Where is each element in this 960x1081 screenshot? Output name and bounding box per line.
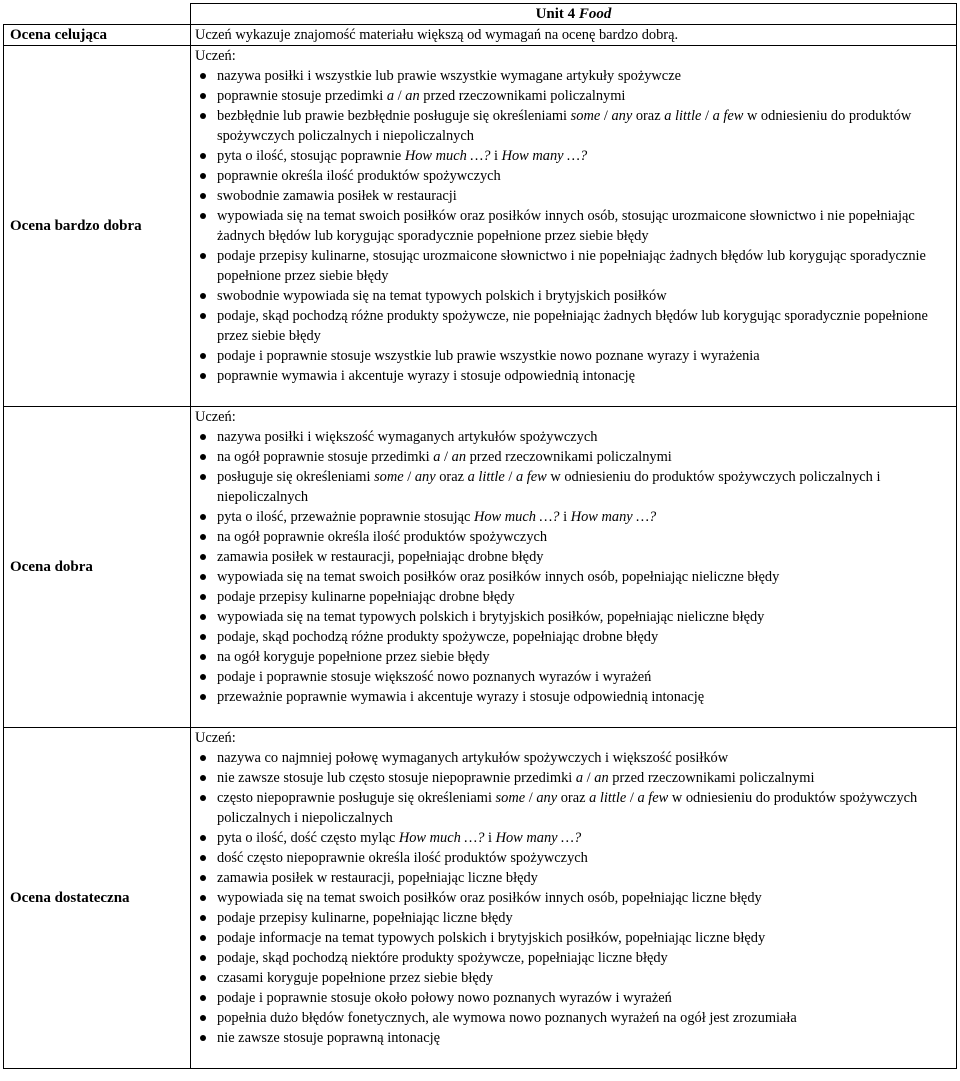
criteria-text: pyta o ilość, stosując poprawnie — [217, 148, 405, 164]
criteria-term: a little — [467, 469, 505, 485]
criteria-text: / — [504, 469, 516, 485]
criteria-item — [217, 66, 952, 86]
criteria-item — [217, 146, 952, 166]
unit-topic: Food — [578, 6, 612, 22]
criteria-item — [217, 788, 952, 828]
criteria-item — [217, 447, 952, 467]
criteria-text: / — [394, 88, 406, 104]
criteria-item — [217, 306, 952, 346]
criteria-item — [217, 828, 952, 848]
criteria-term: How many …? — [570, 509, 657, 525]
criteria-term: a few — [712, 108, 744, 124]
criteria-text: często niepoprawnie posługuje się określeniami — [217, 790, 496, 806]
criteria-item — [217, 467, 952, 507]
grade-label: Ocena dostateczna — [4, 728, 191, 1069]
criteria-text: / — [403, 469, 415, 485]
criteria-term: an — [405, 88, 420, 104]
criteria-term: a little — [664, 108, 702, 124]
criteria-item — [217, 246, 952, 286]
criteria-cell — [191, 46, 957, 407]
criteria-text: podaje informacje na temat typowych polskich i brytyjskich posiłków, popełniając liczne błędy — [217, 930, 766, 946]
criteria-item — [217, 888, 952, 908]
criteria-text: / — [701, 108, 713, 124]
criteria-text: oraz — [557, 790, 590, 806]
grade-row-dobra — [4, 407, 957, 728]
grade-label: Ocena celująca — [4, 25, 191, 46]
criteria-text: podaje przepisy kulinarne popełniając drobne błędy — [217, 589, 515, 605]
criteria-item — [217, 86, 952, 106]
criteria-text: nazywa co najmniej połowę wymaganych artykułów spożywczych i większość posiłków — [217, 750, 729, 766]
criteria-item — [217, 366, 952, 386]
criteria-text: podaje, skąd pochodzą różne produkty spożywcze, popełniając drobne błędy — [217, 629, 659, 645]
criteria-item — [217, 527, 952, 547]
criteria-text: i — [490, 148, 502, 164]
criteria-term: a — [386, 88, 395, 104]
criteria-text: pyta o ilość, dość często myląc — [217, 830, 399, 846]
criteria-text: swobodnie zamawia posiłek w restauracji — [217, 188, 457, 204]
criteria-text: wypowiada się na temat swoich posiłków oraz posiłków innych osób, popełniając nieliczne błędy — [217, 569, 780, 585]
criteria-text: w odniesieniu do produktów spożywczych policzalnych i niepoliczalnych — [217, 469, 881, 505]
criteria-item — [217, 667, 952, 687]
grade-label: Ocena bardzo dobra — [4, 46, 191, 407]
criteria-item — [217, 928, 952, 948]
criteria-text: przeważnie poprawnie wymawia i akcentuje wyrazy i stosuje odpowiednią intonację — [217, 689, 705, 705]
criteria-item — [217, 968, 952, 988]
criteria-item — [217, 166, 952, 186]
criteria-item — [217, 768, 952, 788]
criteria-text: nazywa posiłki i większość wymaganych artykułów spożywczych — [217, 429, 598, 445]
criteria-item — [217, 186, 952, 206]
criteria-text: / — [525, 790, 537, 806]
criteria-text: wypowiada się na temat swoich posiłków oraz posiłków innych osób, stosując urozmaicone słownictwo i nie popełniając żadnych błędów lub korygując sporadycznie popełnione przez siebie błędy — [217, 208, 915, 244]
criteria-text: i — [484, 830, 496, 846]
grade-row-celujaca — [4, 25, 957, 46]
criteria-text: zamawia posiłek w restauracji, popełniając liczne błędy — [217, 870, 538, 886]
criteria-text: podaje, skąd pochodzą niektóre produkty spożywcze, popełniając liczne błędy — [217, 950, 668, 966]
criteria-text: w odniesieniu do produktów spożywczych policzalnych i niepoliczalnych — [217, 790, 918, 826]
criteria-text: przed rzeczownikami policzalnymi — [466, 449, 672, 465]
criteria-text: bezbłędnie lub prawie bezbłędnie posługuje się określeniami — [217, 108, 571, 124]
title-spacer-cell — [4, 4, 191, 25]
criteria-item — [217, 647, 952, 667]
criteria-intro: Uczeń: — [195, 409, 236, 425]
criteria-text: na ogół poprawnie stosuje przedimki — [217, 449, 434, 465]
criteria-text: przed rzeczownikami policzalnymi — [419, 88, 626, 104]
criteria-item — [217, 848, 952, 868]
criteria-item — [217, 1008, 952, 1028]
criteria-list — [195, 66, 952, 386]
criteria-item — [217, 1028, 952, 1048]
criteria-term: How much …? — [473, 509, 560, 525]
criteria-text: oraz — [435, 469, 468, 485]
criteria-text: czasami koryguje popełnione przez siebie błędy — [217, 970, 494, 986]
criteria-text: podaje i poprawnie stosuje wszystkie lub prawie wszystkie nowo poznane wyrazy i wyrażenia — [217, 348, 760, 364]
criteria-item — [217, 908, 952, 928]
criteria-term: some — [374, 469, 404, 485]
criteria-intro: Uczeń wykazuje znajomość materiału większą od wymagań na ocenę bardzo dobrą. — [195, 27, 679, 43]
criteria-text: podaje, skąd pochodzą różne produkty spożywcze, nie popełniając żadnych błędów lub korygując sporadycznie popełnione przez siebie błędy — [217, 308, 928, 344]
criteria-text: podaje przepisy kulinarne, popełniając liczne błędy — [217, 910, 513, 926]
criteria-term: a — [433, 449, 441, 465]
criteria-list — [195, 427, 952, 707]
criteria-item — [217, 567, 952, 587]
criteria-text: poprawnie stosuje przedimki — [217, 88, 387, 104]
criteria-text: przed rzeczownikami policzalnymi — [608, 770, 815, 786]
criteria-text: poprawnie wymawia i akcentuje wyrazy i stosuje odpowiednią intonację — [217, 368, 635, 384]
criteria-term: an — [451, 449, 467, 465]
criteria-text: i — [559, 509, 571, 525]
criteria-text: na ogół koryguje popełnione przez siebie błędy — [217, 649, 490, 665]
title-row — [4, 4, 957, 25]
criteria-term: any — [536, 790, 558, 806]
criteria-term: a few — [637, 790, 669, 806]
criteria-list — [195, 748, 952, 1048]
criteria-intro: Uczeń: — [195, 48, 236, 64]
criteria-item — [217, 206, 952, 246]
criteria-term: some — [570, 108, 601, 124]
criteria-term: How much …? — [398, 830, 485, 846]
criteria-item — [217, 988, 952, 1008]
criteria-item — [217, 587, 952, 607]
criteria-item — [217, 507, 952, 527]
criteria-text: nazywa posiłki i wszystkie lub prawie wszystkie wymagane artykuły spożywcze — [217, 68, 681, 84]
criteria-item — [217, 427, 952, 447]
criteria-item — [217, 607, 952, 627]
criteria-text: podaje i poprawnie stosuje większość nowo poznanych wyrazów i wyrażeń — [217, 669, 652, 685]
criteria-text: podaje przepisy kulinarne, stosując urozmaicone słownictwo i nie popełniając żadnych błędów lub korygując sporadycznie popełnione przez siebie błędy — [217, 248, 926, 284]
criteria-item — [217, 748, 952, 768]
criteria-text: poprawnie określa ilość produktów spożywczych — [217, 168, 501, 184]
criteria-item — [217, 868, 952, 888]
criteria-term: some — [495, 790, 526, 806]
criteria-term: any — [414, 469, 436, 485]
criteria-item — [217, 547, 952, 567]
criteria-item — [217, 286, 952, 306]
criteria-item — [217, 106, 952, 146]
criteria-term: an — [594, 770, 609, 786]
criteria-text: posługuje się określeniami — [217, 469, 375, 485]
criteria-text: / — [583, 770, 595, 786]
criteria-term: a — [575, 770, 584, 786]
grade-row-dostateczna — [4, 728, 957, 1069]
criteria-item — [217, 627, 952, 647]
criteria-text: na ogół poprawnie określa ilość produktów spożywczych — [217, 529, 548, 545]
unit-number: Unit 4 — [535, 6, 576, 22]
unit-title — [191, 4, 957, 25]
criteria-term: any — [611, 108, 633, 124]
criteria-text: / — [626, 790, 638, 806]
criteria-text: wypowiada się na temat swoich posiłków oraz posiłków innych osób, popełniając liczne błędy — [217, 890, 762, 906]
criteria-text: dość często niepoprawnie określa ilość produktów spożywczych — [217, 850, 588, 866]
criteria-text: pyta o ilość, przeważnie poprawnie stosując — [217, 509, 474, 525]
criteria-text: w odniesieniu do produktów spożywczych policzalnych i niepoliczalnych — [217, 108, 912, 144]
criteria-text: swobodnie wypowiada się na temat typowych polskich i brytyjskich posiłków — [217, 288, 667, 304]
criteria-text: nie zawsze stosuje lub często stosuje niepoprawnie przedimki — [217, 770, 576, 786]
criteria-text: zamawia posiłek w restauracji, popełniając drobne błędy — [217, 549, 544, 565]
criteria-item — [217, 346, 952, 366]
criteria-item — [217, 948, 952, 968]
criteria-text: popełnia dużo błędów fonetycznych, ale wymowa nowo poznanych wyrażeń na ogół jest zrozumiała — [217, 1010, 797, 1026]
criteria-text: wypowiada się na temat typowych polskich i brytyjskich posiłków, popełniając nieliczne błędy — [217, 609, 765, 625]
criteria-text: / — [600, 108, 612, 124]
grading-table — [3, 3, 957, 1069]
criteria-term: How much …? — [404, 148, 491, 164]
criteria-term: How many …? — [501, 148, 588, 164]
criteria-cell — [191, 728, 957, 1069]
criteria-text: / — [440, 449, 452, 465]
criteria-term: How many …? — [495, 830, 582, 846]
criteria-text: podaje i poprawnie stosuje około połowy nowo poznanych wyrazów i wyrażeń — [217, 990, 672, 1006]
criteria-cell — [191, 407, 957, 728]
grade-row-bardzo-dobra — [4, 46, 957, 407]
criteria-cell — [191, 25, 957, 46]
criteria-term: a few — [515, 469, 547, 485]
criteria-text: oraz — [632, 108, 665, 124]
criteria-term: a little — [589, 790, 627, 806]
criteria-item — [217, 687, 952, 707]
grade-label: Ocena dobra — [4, 407, 191, 728]
grading-criteria-document — [3, 3, 957, 1069]
criteria-intro: Uczeń: — [195, 730, 236, 746]
criteria-text: nie zawsze stosuje poprawną intonację — [217, 1030, 440, 1046]
